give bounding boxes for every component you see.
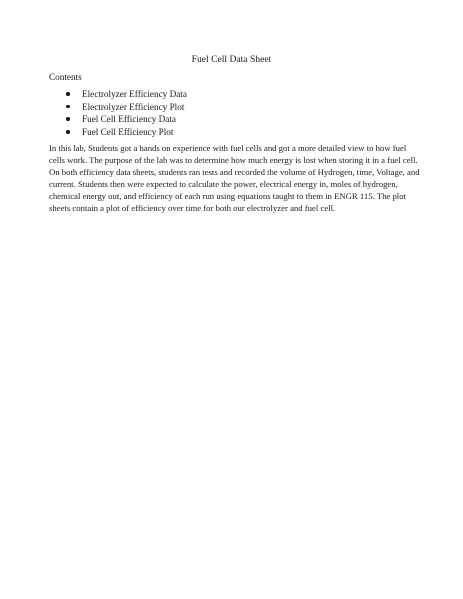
body-paragraph: In this lab, Students got a hands on experience with fuel cells and got a more detailed view to how fuel cells work. The purpose of the lab was to determine how much energy is lost when storing it in a fuel cell. On both efficiency data sheets, students ran tests and recorded the volume of Hydrogen, time, Voltage, and current. Students then were expected to calculate the power, electrical energy in, moles of hydrogen, chemical energy out, and efficiency of each run using equations taught to them in ENGR 115. The plot sheets contain a plot of efficiency over time for both our electrolyzer and fuel cell. [49, 143, 420, 213]
toc-item-label: Electrolyzer Efficiency Data [82, 89, 187, 99]
toc-item-fuel-cell-plot [49, 126, 187, 139]
toc-item-label: Fuel Cell Efficiency Data [82, 114, 176, 125]
toc-item-electrolyzer-data [49, 88, 187, 101]
toc-item-label: Electrolyzer Efficiency Plot [82, 101, 185, 112]
bullet-icon [66, 105, 70, 109]
toc-item-electrolyzer-plot [49, 101, 187, 114]
bullet-icon [66, 92, 70, 96]
toc-item-fuel-cell-data [49, 113, 187, 126]
contents-heading: Contents [49, 72, 82, 82]
bullet-icon [66, 130, 70, 134]
bullet-icon [66, 117, 70, 121]
table-of-contents [49, 88, 187, 139]
document-title: Fuel Cell Data Sheet [191, 54, 272, 65]
toc-item-label: Fuel Cell Efficiency Plot [82, 127, 174, 138]
